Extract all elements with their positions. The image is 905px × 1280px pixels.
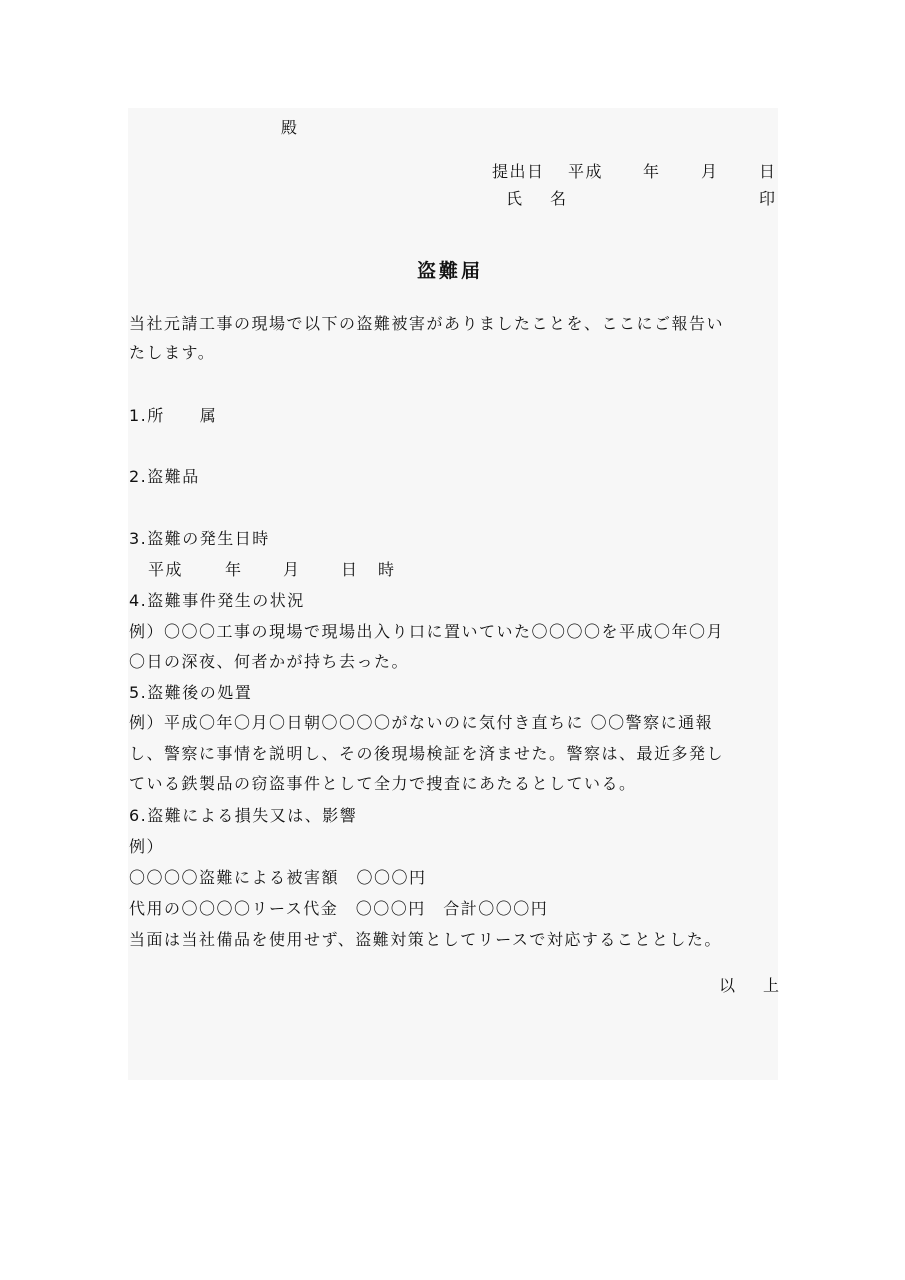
submission-month-unit: 月 (701, 162, 719, 181)
intro-line-2: たします。 (129, 343, 216, 362)
name-label: 氏 名 (506, 189, 573, 208)
circumstances-example-line-2: 〇日の深夜、何者かが持ち去った。 (129, 652, 410, 671)
seal-mark: 印 (759, 189, 777, 208)
intro-line-1: 当社元請工事の現場で以下の盗難被害がありましたことを、ここにご報告い (129, 314, 725, 333)
submission-day-unit: 日 (759, 162, 777, 181)
occurrence-era: 平成 (148, 560, 184, 579)
section-measures: 5.盗難後の処置 (129, 683, 253, 702)
occurrence-hour-unit: 時 (378, 560, 396, 579)
submission-year-unit: 年 (643, 162, 661, 181)
document-title: 盗難届 (417, 260, 484, 282)
section-occurrence-datetime: 3.盗難の発生日時 (129, 529, 270, 548)
submission-era: 平成 (568, 162, 604, 181)
measures-example-line-2: し、警察に事情を説明し、その後現場検証を済ませた。警察は、最近多発し (129, 744, 725, 763)
occurrence-day-unit: 日 (341, 560, 359, 579)
damage-example-line-1: 〇〇〇〇盗難による被害額 〇〇〇円 (129, 868, 427, 887)
section-damage: 6.盗難による損失又は、影響 (129, 806, 358, 825)
measures-example-line-3: ている鉄製品の窃盗事件として全力で捜査にあたるとしている。 (129, 774, 637, 793)
closing-mark: 以 上 (719, 976, 786, 995)
measures-example-line-1: 例）平成〇年〇月〇日朝〇〇〇〇がないのに気付き直ちに 〇〇警察に通報 (129, 713, 714, 732)
damage-example-line-2: 代用の〇〇〇〇リース代金 〇〇〇円 合計〇〇〇円 (129, 899, 549, 918)
circumstances-example-line-1: 例）〇〇〇工事の現場で現場出入り口に置いていた〇〇〇〇を平成〇年〇月 (129, 622, 725, 641)
section-affiliation: 1.所 属 (129, 406, 218, 425)
section-circumstances: 4.盗難事件発生の状況 (129, 591, 305, 610)
damage-example-label: 例） (129, 837, 165, 856)
addressee-label: 殿 (281, 118, 299, 137)
submission-date-label: 提出日 (492, 162, 545, 181)
damage-example-line-3: 当面は当社備品を使用せず、盗難対策としてリースで対応することとした。 (129, 930, 722, 949)
occurrence-month-unit: 月 (283, 560, 301, 579)
occurrence-year-unit: 年 (225, 560, 243, 579)
section-stolen-items: 2.盗難品 (129, 467, 200, 486)
